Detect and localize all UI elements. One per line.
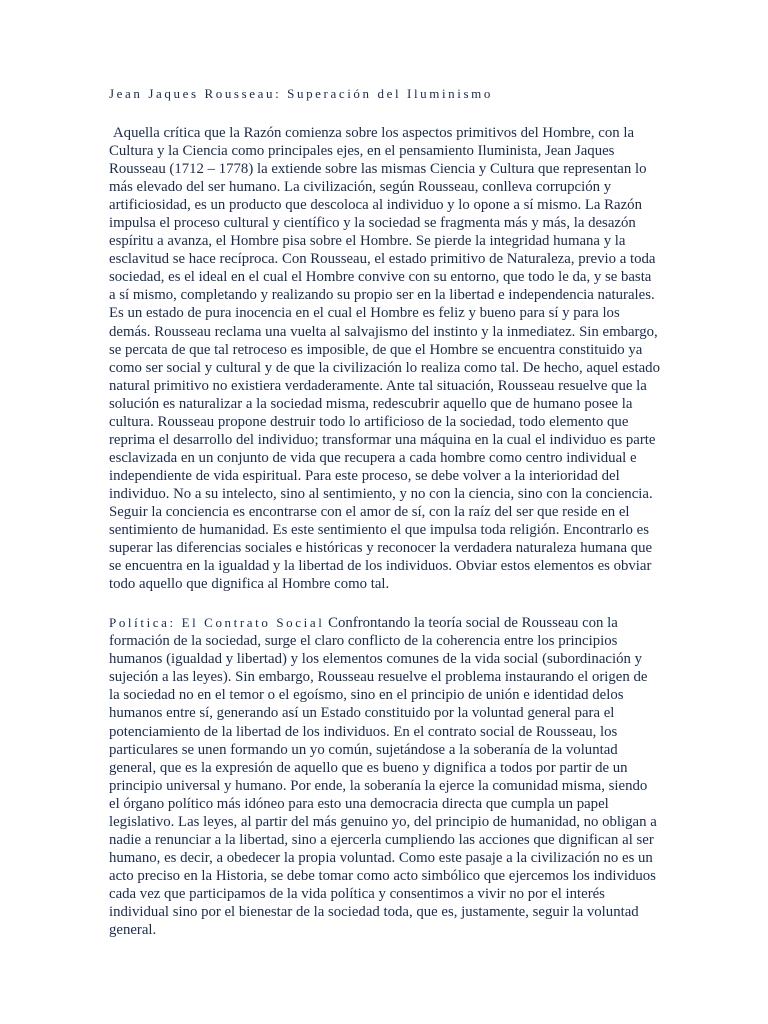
document-page	[109, 84, 661, 939]
paragraph-rousseau-intro: Aquella crítica que la Razón comienza sobre los aspectos primitivos del Hombre, con la Cultura y la Ciencia como principales ejes, en el pensamiento Iluminista, Jean Jaques Rousseau (1712 – 1778) la extiende sobre las mismas Ciencia y Cultura que representan lo más elevado del ser humano. La civilización, según Rousseau, conlleva corrupción y artificiosidad, es un producto que descoloca al individuo y lo opone a sí mismo. La Razón impulsa el proceso cultural y científico y la sociedad se fragmenta más y más, la desazón espíritu a avanza, el Hombre pisa sobre el Hombre. Se pierde la integridad humana y la esclavitud se hace recíproca. Con Rousseau, el estado primitivo de Naturaleza, previo a toda sociedad, es el ideal en el cual el Hombre convive con su entorno, que todo le da, y se basta a sí mismo, completando y realizando su propio ser en la libertad e independencia naturales. Es un estado de pura inocencia en el cual el Hombre es feliz y bueno para sí y para los demás. Rousseau reclama una vuelta al salvajismo del instinto y la inmediatez. Sin embargo, se percata de que tal retroceso es imposible, de que el Hombre se encuentra constituido ya como ser social y cultural y de que la civilización lo realiza como tal. De hecho, aquel estado natural primitivo no existiera verdaderamente. Ante tal situación, Rousseau resuelve que la solución es naturalizar a la sociedad misma, redescubrir aquello que de humano posee la cultura. Rousseau propone destruir todo lo artificioso de la sociedad, todo elemento que reprima el desarrollo del individuo; transformar una máquina en la cual el individuo es parte esclavizada en un conjunto de vida que recupera a cada hombre como centro individual e independiente de vida espiritual. Para este proceso, se debe volver a la interioridad del individuo. No a su intelecto, sino al sentimiento, y no con la ciencia, sino con la conciencia. Seguir la conciencia es encontrarse con el amor de sí, con la raíz del ser que reside en el sentimiento de humanidad. Es este sentimiento el que impulsa toda religión. Encontrarlo es superar las diferencias sociales e históricas y reconocer la verdadera naturaleza humana que se encuentra en la igualdad y la libertad de los individuos. Obviar estos elementos es obviar todo aquello que dignifica al Hombre como tal.	[109, 125, 660, 593]
paragraph-contrato-social	[109, 614, 661, 939]
document-title: Jean Jaques Rousseau: Superación del Iluminismo	[109, 86, 493, 101]
paragraph-body: Confrontando la teoría social de Rousseau con la formación de la sociedad, surge el claro conflicto de la coherencia entre los principios humanos (igualdad y libertad) y los elementos comunes de la vida social (subordinación y sujeción a las leyes). Sin embargo, Rousseau resuelve el problema instaurando el origen de la sociedad no en el temor o el egoísmo, sino en el principio de unión e identidad delos humanos entre sí, generando así un Estado constituido por la voluntad general para el potenciamiento de la libertad de los individuos. En el contrato social de Rousseau, los particulares se unen formando un yo común, sujetándose a la soberanía de la voluntad general, que es la expresión de aquello que es bueno y dignifica a todos por partir de un principio universal y humano. Por ende, la soberanía la ejerce la comunidad misma, siendo el órgano político más idóneo para esto una democracia directa que cumpla un papel legislativo. Las leyes, al partir del más genuino yo, del principio de humanidad, no obligan a nadie a renunciar a la libertad, sino a ejercerla cumpliendo las acciones que dignifican al ser humano, es decir, a obedecer la propia voluntad. Como este pasaje a la civilización no es un acto preciso en la Historia, se debe tomar como acto simbólico que ejercemos los individuos cada vez que participamos de la vida política y consentimos a vivir no por el interés individual sino por el bienestar de la sociedad toda, que es, justamente, seguir la voluntad general.	[109, 615, 657, 939]
section-heading: Política: El Contrato Social	[109, 615, 325, 631]
